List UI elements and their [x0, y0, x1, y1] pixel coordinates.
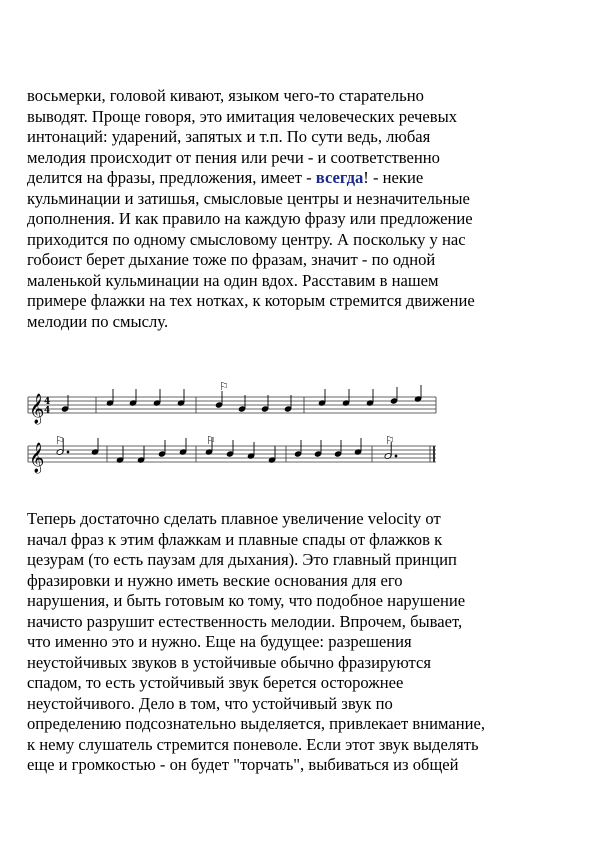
- time-signature-bottom: 4: [44, 406, 51, 416]
- text-line: дополнения. И как правило на каждую фразу или предложение: [27, 209, 473, 228]
- text-line: приходится по одному смысловому центру. А поскольку у нас: [27, 229, 466, 249]
- text-line: выводят. Проще говоря, это имитация человеческих речевых: [27, 106, 458, 126]
- text-line: фразировки и нужно иметь веские основания для его: [27, 570, 403, 590]
- text-line: начал фраз к этим флажкам и плавные спады от флажков к: [27, 529, 443, 549]
- text-line: цезурам (то есть паузам для дыхания). Это главный принцип: [27, 550, 457, 569]
- text-line: мелодия происходит от пения или речи - и соответственно: [27, 147, 440, 167]
- text-line: примере флажки на тех нотках, к которым стремится движение: [27, 291, 475, 310]
- staff-1-notes: [61, 385, 421, 412]
- text-line: мелодии по смыслу.: [27, 311, 169, 331]
- staff-1: [28, 397, 436, 413]
- music-score: [0, 380, 595, 480]
- treble-clef-icon: 𝄞: [29, 394, 45, 424]
- text-line: Теперь достаточно сделать плавное увеличение velocity от: [27, 509, 441, 528]
- text-line: к нему слушатель стремится поневоле. Если этот звук выделять: [27, 734, 479, 754]
- text-fragment: делится на фразы, предложения, имеет -: [27, 168, 316, 187]
- text-line: что именно это и нужно. Еще на будущее: разрешения: [27, 632, 412, 651]
- flag-icon: ⚐: [206, 434, 216, 447]
- treble-clef-icon: 𝄞: [29, 443, 45, 473]
- flag-icon: ⚐: [219, 380, 229, 393]
- paragraph-bottom: [27, 509, 577, 776]
- text-line: восьмерки, головой кивают, языком чего-то старательно: [27, 86, 424, 105]
- text-line: маленькой кульминации на один вдох. Расставим в нашем: [27, 270, 439, 290]
- text-line: [27, 168, 577, 189]
- text-line: нарушения, и быть готовым ко тому, что подобное нарушение: [27, 591, 466, 610]
- flag-icon: ⚐: [385, 434, 395, 447]
- paragraph-top: [27, 86, 577, 332]
- emphasis-word: всегда: [315, 168, 364, 187]
- text-line: гобоист берет дыхание тоже по фразам, значит - по одной: [27, 250, 436, 269]
- text-line: определению подсознательно выделяется, привлекает внимание,: [27, 714, 486, 733]
- text-line: неустойчивого. Дело в том, что устойчивый звук по: [27, 693, 393, 713]
- text-line: еще и громкостью - он будет "торчать", выбиваться из общей: [27, 755, 459, 774]
- text-line: неустойчивых звуков в устойчивые обычно фразируются: [27, 652, 431, 672]
- text-line: начисто разрушит естественность мелодии. Впрочем, бывает,: [27, 611, 463, 631]
- text-line: кульминации и затишья, смысловые центры и незначительные: [27, 188, 470, 208]
- text-fragment: ! - некие: [363, 168, 424, 187]
- time-signature-top: 4: [44, 397, 51, 407]
- text-line: спадом, то есть устойчивый звук берется осторожнее: [27, 673, 404, 692]
- text-line: интонаций: ударений, запятых и т.п. По сути ведь, любая: [27, 127, 431, 146]
- flag-icon: ⚐: [55, 434, 65, 447]
